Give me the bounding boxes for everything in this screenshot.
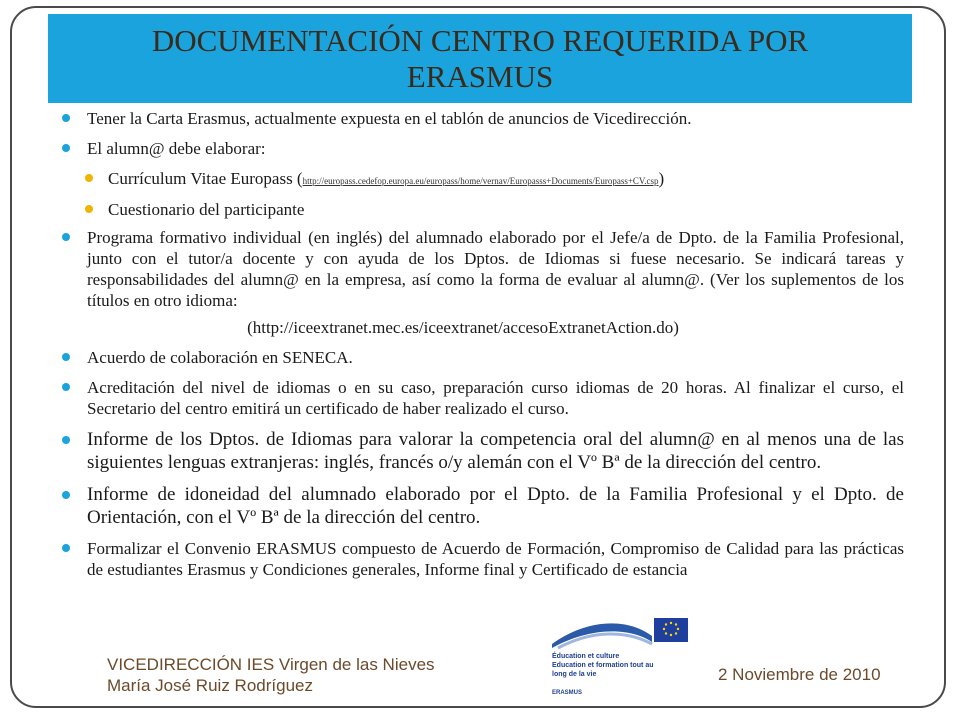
erasmus-logo (548, 614, 692, 700)
footer-author (107, 654, 435, 696)
slide-title: DOCUMENTACIÓN CENTRO REQUERIDA POR ERASMUS (48, 14, 912, 103)
bullet-acuerdo-seneca: Acuerdo de colaboración en SENECA. (62, 347, 904, 368)
logo-caption (552, 652, 654, 679)
curriculum-close: ) (658, 169, 665, 188)
footer-line1: VICEDIRECCIÓN IES Virgen de las Nieves (107, 655, 435, 674)
bullet-informe-idoneidad: Informe de idoneidad del alumnado elaborado por el Dpto. de la Familia Profesional y el Dpto. de Orientación, con el Vº Bª de la dirección del centro. (62, 483, 904, 529)
iceextranet-url: (http://iceextranet.mec.es/iceextranet/accesoExtranetAction.do) (247, 318, 679, 337)
bullet-acreditacion-idiomas: Acreditación del nivel de idiomas o en su caso, preparación curso idiomas de 20 horas. Al finalizar el curso, el Secretario del centro emitirá un certificado de haber realizado el curso. (62, 377, 904, 419)
logo-erasmus-label: ERASMUS (552, 690, 583, 696)
subbullet-cuestionario: Cuestionario del participante (62, 199, 904, 220)
logo-line2: Education et formation tout au (552, 662, 654, 669)
subbullet-curriculum (62, 168, 904, 192)
bullet-programa-formativo: Programa formativo individual (en inglés) del alumnado elaborado por el Jefe/a de Dpto. de la Familia Profesional, junto con el tutor/a docente y con ayuda de los Dptos. de Idiomas si fuese necesario. Se indicará tareas y responsabilidades del alumn@ en la empresa, así como la forma de evaluar al alumn@. (Ver los suplementos de los títulos en otro idioma: (62, 227, 904, 311)
slide-content (62, 108, 904, 589)
europass-link[interactable]: http://europass.cedefop.europa.eu/europass/home/vernav/Europasss+Documents/Europass+CV.csp (302, 176, 659, 186)
bullet-alumno-elaborar: El alumn@ debe elaborar: (62, 138, 904, 159)
curriculum-label: Currículum Vitae Europass ( (108, 169, 303, 188)
logo-line3: long de la vie (552, 671, 597, 678)
eu-flag-icon (654, 618, 688, 642)
bullet-convenio-erasmus: Formalizar el Convenio ERASMUS compuesto de Acuerdo de Formación, Compromiso de Calidad para las prácticas de estudiantes Erasmus y Condiciones generales, Informe final y Certificado de estancia (62, 538, 904, 580)
bullet-carta-erasmus: Tener la Carta Erasmus, actualmente expuesta en el tablón de anuncios de Vicedirección. (62, 108, 904, 129)
bullet-informe-idiomas: Informe de los Dptos. de Idiomas para valorar la competencia oral del alumn@ en al menos una de las siguientes lenguas extranjeras: inglés, francés o/y alemán con el Vº Bª de la dirección del centro. (62, 428, 904, 474)
footer-line2: María José Ruiz Rodríguez (107, 676, 313, 695)
erasmus-swoosh-icon (548, 614, 692, 654)
footer-date: 2 Noviembre de 2010 (718, 665, 881, 684)
logo-line1: Éducation et culture (552, 653, 620, 660)
